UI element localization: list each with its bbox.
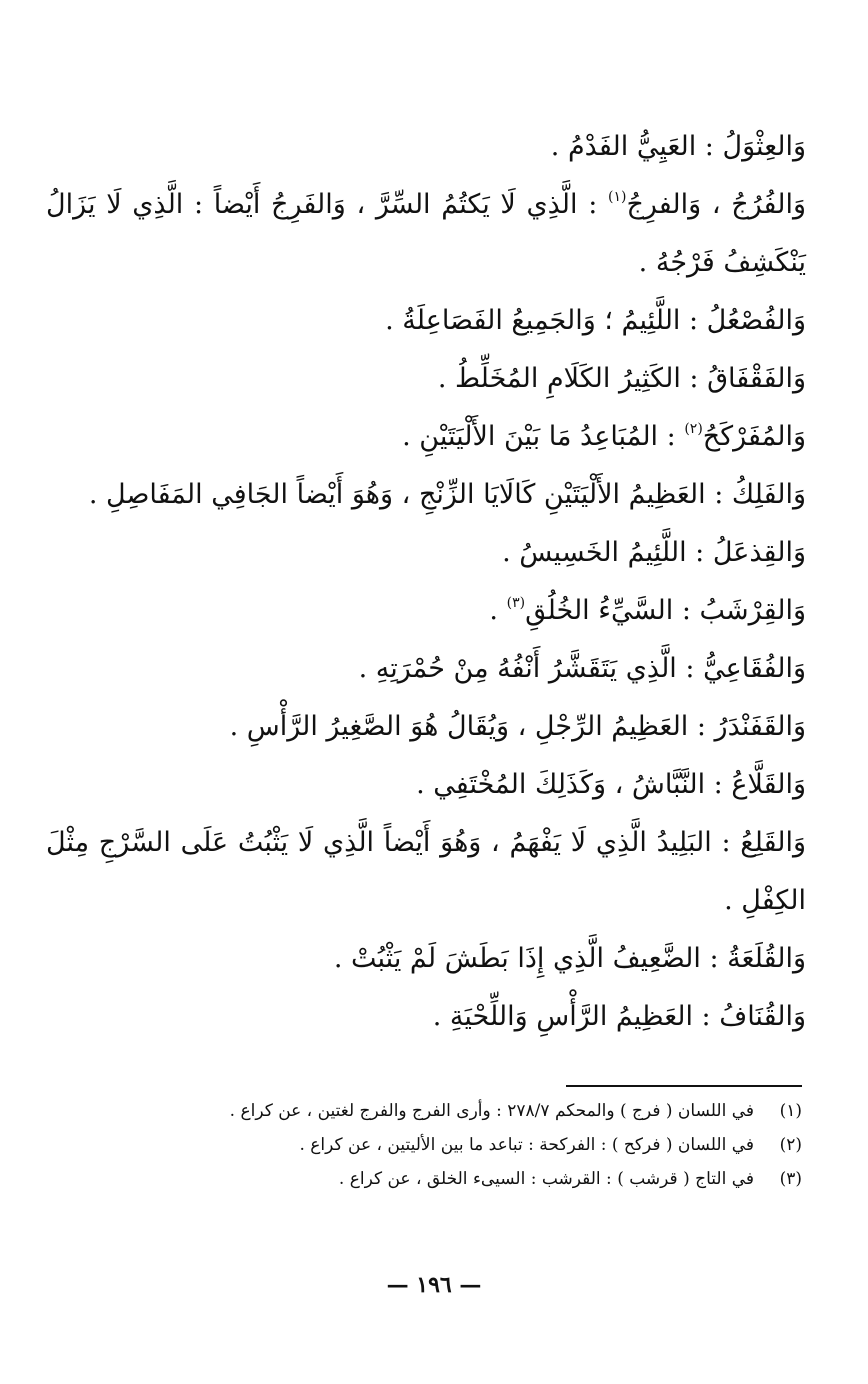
footnote-text: في التاج ( قرشب ) : القرشب : السيىء الخلق ، عن كراع . [338,1169,754,1189]
footnote-ref-3[interactable]: (٣) [506,595,526,611]
entry-1: وَالعِثْوَلُ : العَيِيُّ الفَدْمُ . [550,131,806,162]
entry-13: وَالقُلَعَةُ : الضَّعِيفُ الَّذِي إِذَا بَطَشَ لَمْ يَثْبُتْ . [333,943,806,974]
entry-2: وَالفُرُجُ ، وَالفرِجُ$^{(١)}$ : الَّذِي لَا يَكتُمُ السِّرَّ ، وَالفَرِجُ أَيْضاً : الَّذِي لَا يَزَالُ يَنْكَشِفُ فَرْجُهُ . [46,189,806,278]
entry-12: وَالقَلِعُ : البَلِيدُ الَّذِي لَا يَفْهَمُ ، وَهُوَ أَيْضاً الَّذِي لَا يَثْبُتُ عَلَى السَّرْجِ مِثْلَ الكِفْلِ . [46,827,806,916]
dictionary-entries [46,118,806,1046]
entry-10: وَالقَفَنْدَرُ : العَظِيمُ الرِّجْلِ ، وَيُقَالُ هُوَ الصَّغِيرُ الرَّأْسِ . [229,711,806,742]
entry-9: وَالفُقَاعِيُّ : الَّذِي يَتَقَشَّرُ أَنْفُهُ مِنْ حُمْرَتِهِ . [358,653,806,684]
entry-11: وَالقَلَّاعُ : النَّبَّاشُ ، وَكَذَلِكَ المُخْتَفِي . [416,769,806,800]
footnote-number: (٢) [779,1135,802,1155]
entry-8: وَالقِرْشَبُ : السَّيِّءُ الخُلُقِ$^{(٣)}$ . [489,595,806,626]
footnotes [60,1094,802,1196]
entry-4: وَالفَقْفَاقُ : الكَثِيرُ الكَلَامِ المُخَلِّطُ . [437,363,806,394]
footnote-3 [60,1162,802,1196]
footnote-text: في اللسان ( فرج ) والمحكم ٢٧٨/٧ : وأرى الفرج والفرج لغتين ، عن كراع . [229,1101,754,1121]
entry-6: وَالفَلِكُ : العَظِيمُ الأَلْيَتَيْنِ كَالَايَا الزِّنْجِ ، وَهُوَ أَيْضاً الجَافِي المَفَاصِلِ . [88,479,806,510]
entry-14: وَالقُنَافُ : العَظِيمُ الرَّأْسِ وَاللِّحْيَةِ . [432,1001,806,1032]
footnote-text: في اللسان ( فركح ) : الفركحة : تباعد ما بين الأليتين ، عن كراع . [299,1135,754,1155]
footnote-ref-1[interactable]: (١) [607,189,627,205]
footnote-number: (٣) [779,1169,802,1189]
entry-7: وَالقِذعَلُ : اللَّئِيمُ الخَسِيسُ . [502,537,806,568]
footnote-2 [60,1128,802,1162]
page-number: — ١٩٦ — [386,1272,482,1298]
footnote-ref-2[interactable]: (٢) [684,421,703,437]
entry-5: وَالمُفَرْكَحُ$^{(٢)}$ : المُبَاعِدُ مَا بَيْنَ الأَلْيَتَيْنِ . [402,421,806,452]
entry-3: وَالفُصْعُلُ : اللَّئِيمُ ؛ وَالجَمِيعُ الفَصَاعِلَةُ . [385,305,806,336]
footnote-number: (١) [779,1101,802,1121]
footnote-divider [566,1085,802,1087]
footnote-1 [60,1094,802,1128]
